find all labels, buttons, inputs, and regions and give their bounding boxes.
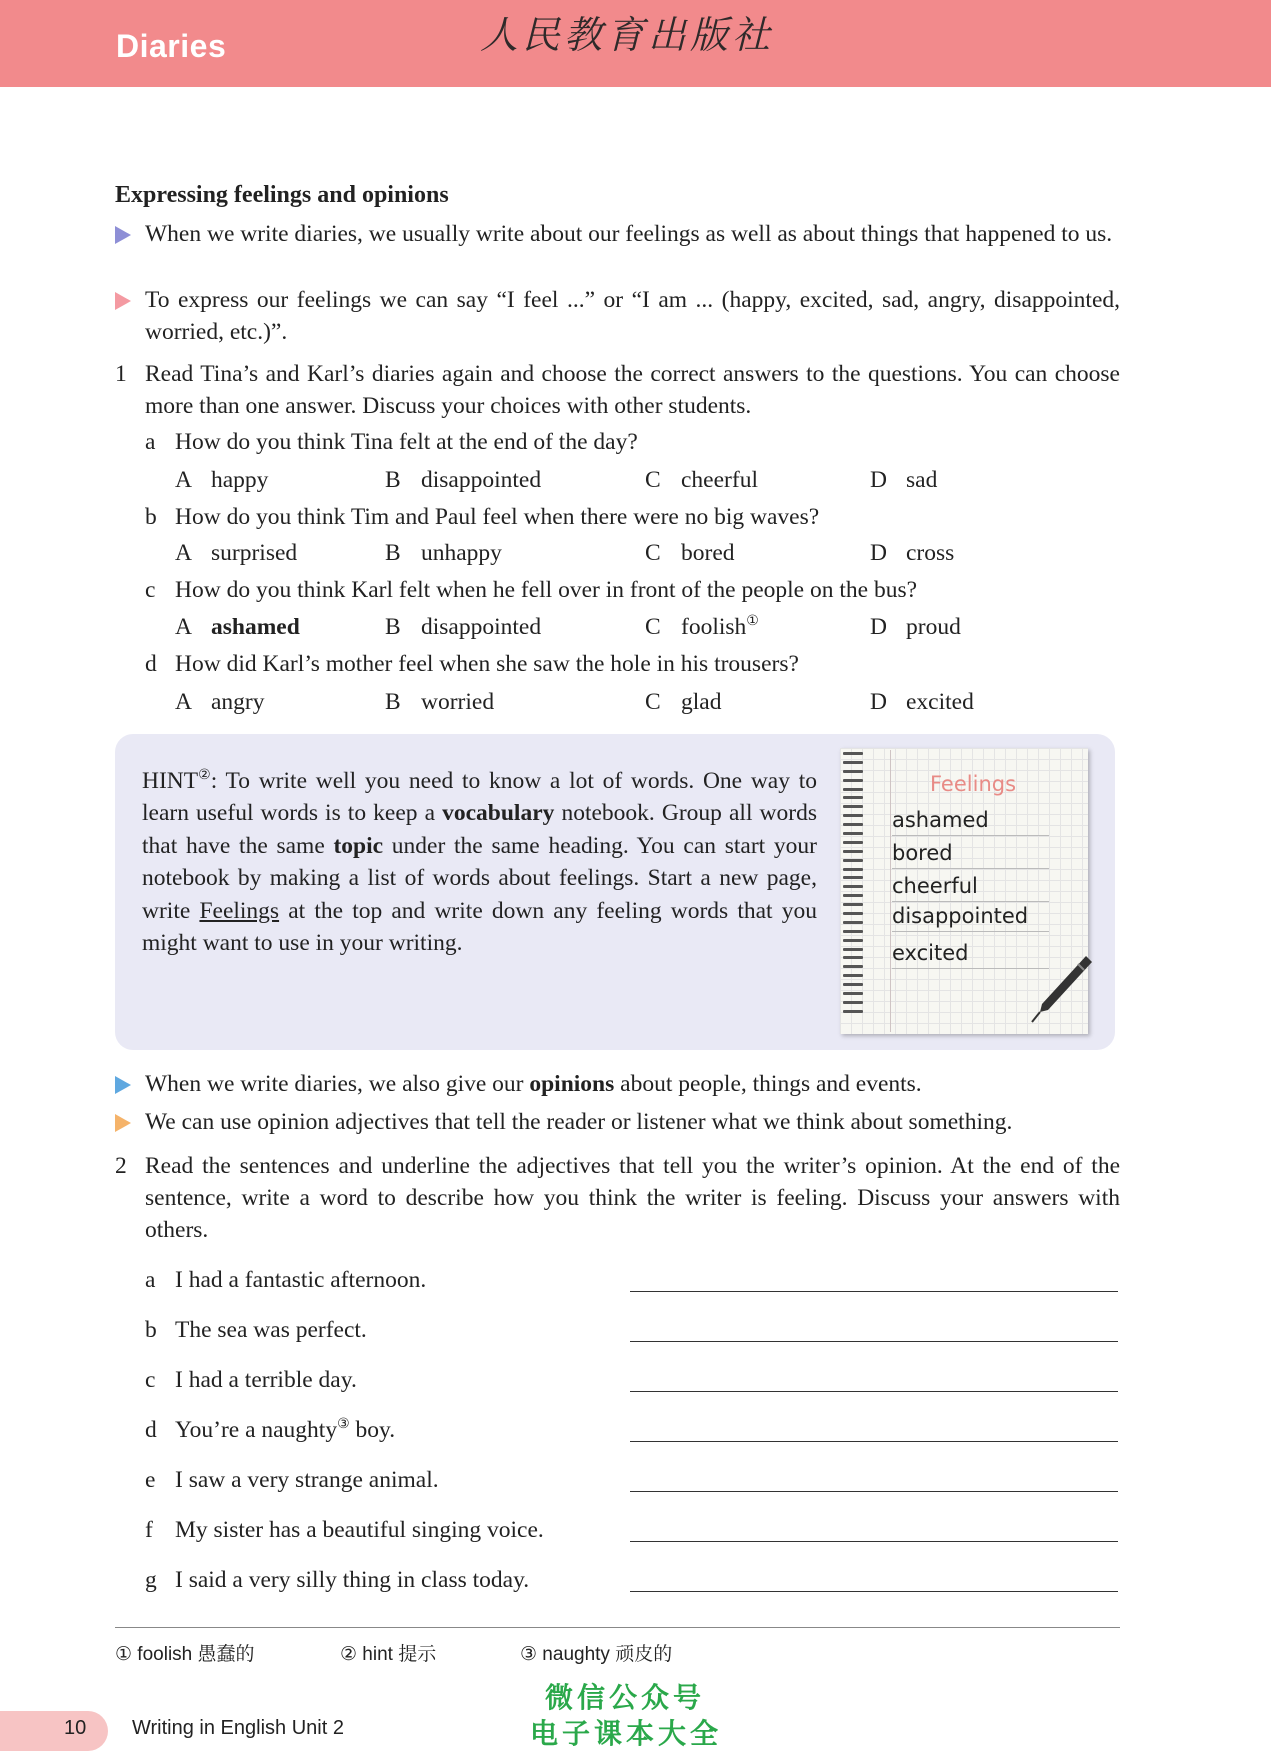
exercise-number: 1 (115, 361, 127, 387)
bullet-text: When we write diaries, we usually write about our feelings as well as about things that happened to us. (145, 221, 1113, 247)
footnote-marker: ③ (337, 1416, 350, 1433)
question-text: How do you think Karl felt when he fell over in front of the people on the bus? (175, 577, 918, 603)
page-header (0, 0, 1271, 87)
triangle-bullet-icon (115, 226, 131, 244)
footnote-marker: ② (198, 767, 211, 784)
question-text: How did Karl’s mother feel when she saw the hole in his trousers? (175, 651, 799, 677)
footnote: ③ naughty 顽皮的 (520, 1644, 673, 1665)
bullet-point (115, 1106, 1120, 1140)
footnote-marker: ① (746, 613, 759, 630)
bullet-text: When we write diaries, we also give our opinions about people, things and events. (145, 1071, 922, 1097)
page-number: 10 (64, 1717, 87, 1739)
option[interactable]: A happy (175, 467, 269, 493)
notebook-word: cheerful (892, 872, 1049, 902)
bullet-point (115, 1068, 1120, 1102)
option[interactable]: B worried (385, 689, 495, 715)
answer-line[interactable] (630, 1291, 1118, 1292)
bullet-text: We can use opinion adjectives that tell the reader or listener what we think about something. (145, 1109, 1013, 1135)
publisher-logo: 人民教育出版社 (480, 13, 775, 57)
spiral-binding-icon (843, 752, 863, 1030)
pen-icon (1028, 952, 1094, 1024)
triangle-bullet-icon (115, 292, 131, 310)
option-row (175, 611, 1125, 643)
footnote-rule (115, 1627, 1120, 1628)
hint-text: HINT②: To write well you need to know a lot of words. One way to learn useful words is to keep a vocabulary notebook. Group all words that have the same topic under the same heading. You can start your notebook by making a list of words about feelings. Start a new page, write Feelings at the top and write down any feeling words that you might want to use in your writing. (142, 767, 817, 957)
option[interactable]: A ashamed (175, 614, 300, 640)
footnote: ① foolish 愚蠢的 (115, 1644, 255, 1665)
section-title: Expressing feelings and opinions (115, 182, 449, 208)
answer-line[interactable] (630, 1541, 1118, 1542)
page-number-tab (0, 1711, 108, 1751)
notebook-word: ashamed (892, 806, 1049, 836)
question-letter: c (145, 577, 156, 603)
option-row (175, 686, 1125, 718)
exercise-number: 2 (115, 1153, 127, 1179)
notebook-title: Feelings (930, 772, 1017, 796)
option[interactable]: D sad (870, 467, 938, 493)
notebook-word: bored (892, 839, 1049, 869)
bullet-text: To express our feelings we can say “I feel ...” or “I am ... (happy, excited, sad, angry, disappointed, worried, etc.)”. (145, 287, 1120, 345)
option[interactable]: A surprised (175, 540, 298, 566)
option[interactable]: D excited (870, 689, 974, 715)
option[interactable]: D cross (870, 540, 955, 566)
question-letter: d (145, 651, 157, 677)
option[interactable]: B unhappy (385, 540, 502, 566)
option[interactable]: D proud (870, 614, 961, 640)
chapter-title: Diaries (116, 28, 227, 64)
bullet-point (115, 218, 1120, 284)
option[interactable]: B disappointed (385, 467, 542, 493)
footnote: ② hint 提示 (340, 1644, 437, 1665)
watermark-line: 微信公众号 (545, 1681, 706, 1714)
option[interactable]: C foolish① (645, 613, 759, 640)
exercise-instruction: Read Tina’s and Karl’s diaries again and choose the correct answers to the questions. You can choose more than one answer. Discuss your choices with other students. (145, 361, 1120, 419)
answer-line[interactable] (630, 1441, 1118, 1442)
option[interactable]: C glad (645, 689, 722, 715)
option[interactable]: A angry (175, 689, 265, 715)
question-text: How do you think Tim and Paul feel when there were no big waves? (175, 504, 820, 530)
triangle-bullet-icon (115, 1076, 131, 1094)
bullet-point (115, 284, 1120, 350)
question-text: How do you think Tina felt at the end of the day? (175, 429, 638, 455)
notebook-word: excited (892, 939, 1049, 969)
notebook-word: disappointed (892, 902, 1049, 932)
unit-label: Writing in English Unit 2 (132, 1717, 344, 1739)
watermark-line: 电子课本大全 (530, 1717, 723, 1750)
option-row (175, 464, 1125, 496)
answer-line[interactable] (630, 1391, 1118, 1392)
question-letter: a (145, 429, 156, 455)
notebook-margin-line (890, 750, 891, 1032)
answer-line[interactable] (630, 1491, 1118, 1492)
option[interactable]: C cheerful (645, 467, 758, 493)
answer-line[interactable] (630, 1341, 1118, 1342)
answer-line[interactable] (630, 1591, 1118, 1592)
option[interactable]: C bored (645, 540, 735, 566)
option-row (175, 537, 1125, 569)
option[interactable]: B disappointed (385, 614, 542, 640)
question-letter: b (145, 504, 157, 530)
exercise-instruction: Read the sentences and underline the adjectives that tell you the writer’s opinion. At the end of the sentence, write a word to describe how you think the writer is feeling. Discuss your answers with others. (145, 1153, 1120, 1243)
triangle-bullet-icon (115, 1114, 131, 1132)
